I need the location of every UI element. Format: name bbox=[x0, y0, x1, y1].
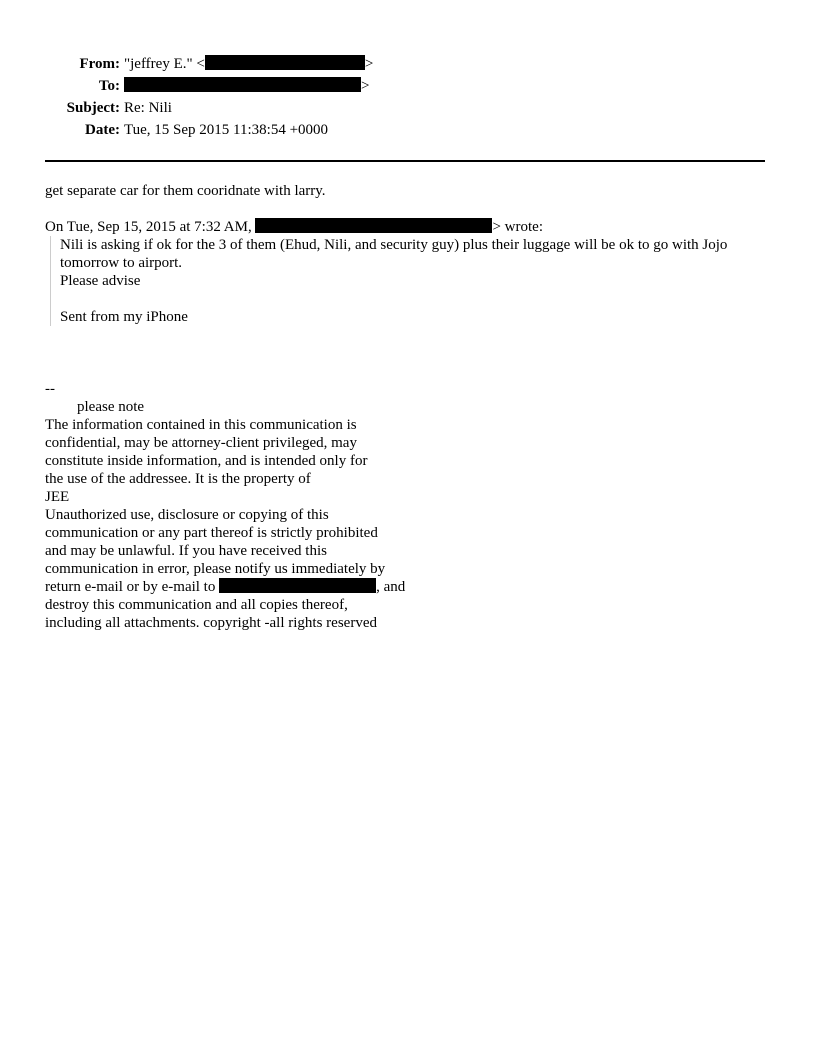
to-value bbox=[124, 75, 369, 97]
footer-line: the use of the addressee. It is the property of bbox=[45, 471, 311, 487]
confidentiality-footer bbox=[45, 380, 505, 632]
footer-line: including all attachments. copyright -all rights reserved bbox=[45, 615, 377, 631]
email-header bbox=[0, 53, 816, 141]
reply-text: get separate car for them cooridnate with larry. bbox=[45, 183, 326, 199]
quoted-line: Please advise bbox=[60, 273, 141, 289]
redaction-box bbox=[219, 578, 376, 593]
quoted-spacer bbox=[60, 290, 785, 308]
quoted-signature: Sent from my iPhone bbox=[60, 309, 188, 325]
footer-line: destroy this communication and all copies thereof, bbox=[45, 597, 348, 613]
to-label: To: bbox=[98, 78, 120, 94]
redaction-box bbox=[205, 55, 365, 70]
subject-row bbox=[0, 97, 816, 119]
from-label: From: bbox=[79, 56, 120, 72]
message-body bbox=[45, 182, 785, 326]
quote-attribution bbox=[45, 218, 785, 236]
quoted-line: tomorrow to airport. bbox=[60, 255, 183, 271]
email-line-prefix: return e-mail or by e-mail to bbox=[45, 579, 220, 595]
footer-line: constitute inside information, and is intended only for bbox=[45, 453, 368, 469]
footer-line: communication or any part thereof is strictly prohibited bbox=[45, 525, 378, 541]
date-value: Tue, 15 Sep 2015 11:38:54 +0000 bbox=[124, 122, 329, 138]
footer-email-line bbox=[45, 578, 505, 596]
redaction-box bbox=[124, 77, 361, 92]
attribution-suffix: > wrote: bbox=[492, 219, 543, 235]
from-row bbox=[0, 53, 816, 75]
date-row bbox=[0, 119, 816, 141]
footer-line: communication in error, please notify us immediately by bbox=[45, 561, 386, 577]
date-label: Date: bbox=[85, 122, 120, 138]
quoted-line: Nili is asking if ok for the 3 of them (Ehud, Nili, and security guy) plus their luggage will be ok to go with Jojo bbox=[60, 237, 728, 253]
quoted-message bbox=[50, 236, 785, 326]
subject-value: Re: Nili bbox=[124, 100, 172, 116]
from-value bbox=[124, 53, 373, 75]
subject-label: Subject: bbox=[66, 100, 120, 116]
signature-separator: -- bbox=[45, 381, 55, 397]
to-row bbox=[0, 75, 816, 97]
to-close-bracket: > bbox=[361, 78, 370, 94]
from-close-bracket: > bbox=[364, 56, 374, 72]
from-name: "jeffrey E." < bbox=[124, 56, 205, 72]
footer-line: confidential, may be attorney-client privileged, may bbox=[45, 435, 357, 451]
header-divider bbox=[45, 160, 765, 162]
footer-note: please note bbox=[77, 399, 145, 415]
redaction-box bbox=[255, 218, 492, 233]
footer-line: Unauthorized use, disclosure or copying of this bbox=[45, 507, 329, 523]
email-line-suffix: , and bbox=[376, 579, 406, 595]
attribution-prefix: On Tue, Sep 15, 2015 at 7:32 AM, bbox=[45, 219, 256, 235]
footer-line: and may be unlawful. If you have received this bbox=[45, 543, 327, 559]
footer-line: The information contained in this communication is bbox=[45, 417, 357, 433]
footer-line: JEE bbox=[45, 489, 70, 505]
